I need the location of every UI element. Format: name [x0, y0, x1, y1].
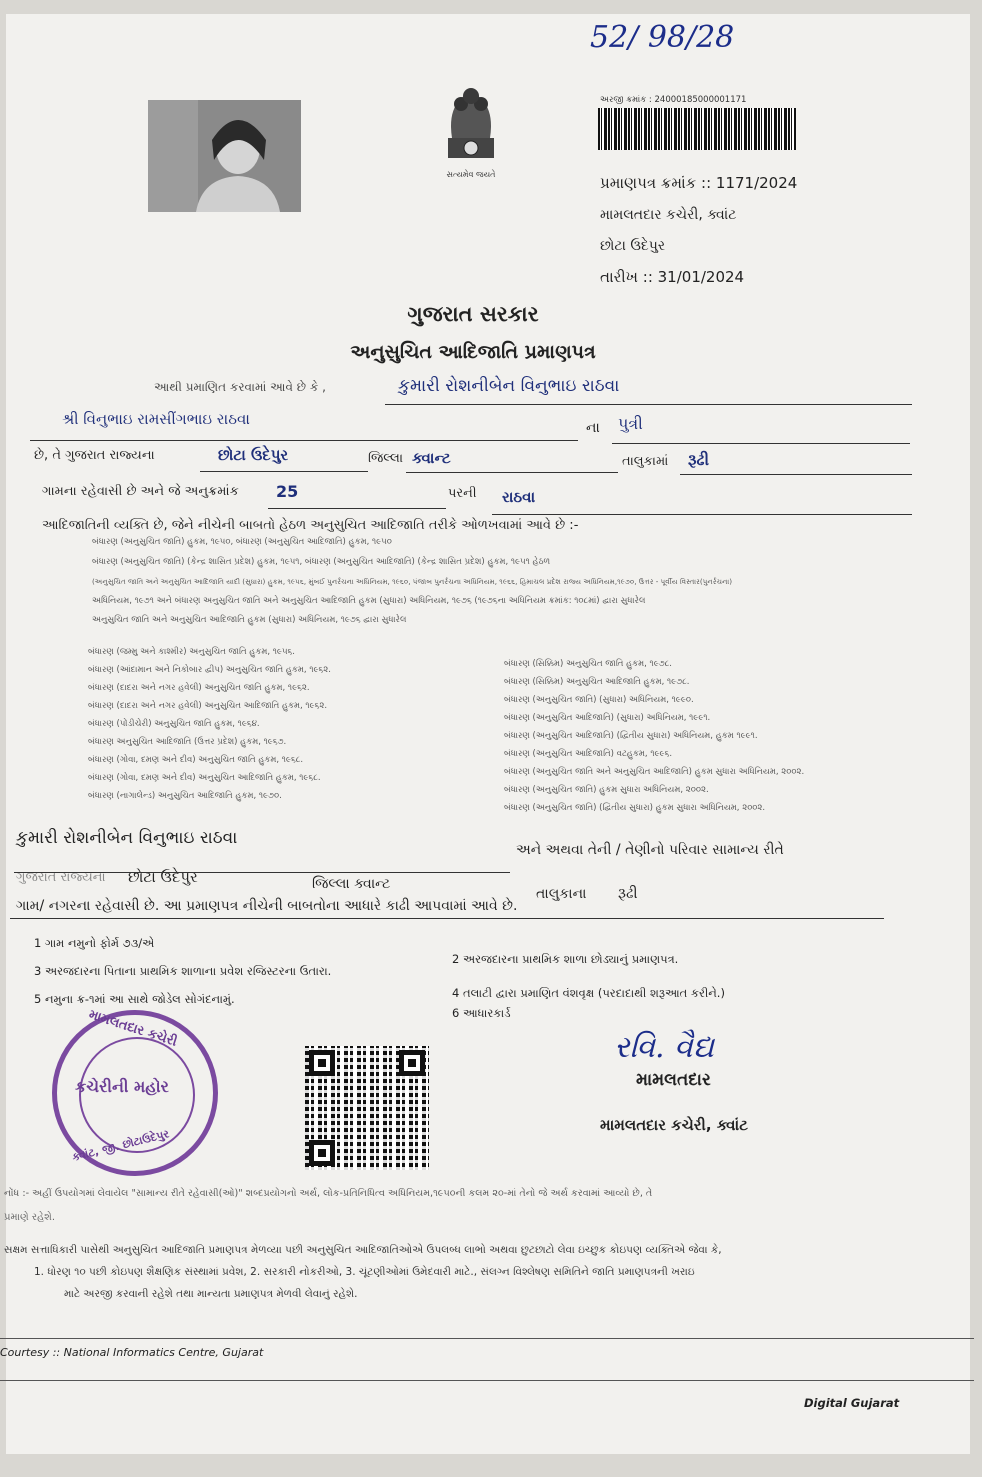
order-right: બંધારણ (અનુસુચિત જાતિ) (દ્વિતીય સુધારા) હુકમ સુધારા અધિનિયમ, ૨૦૦૨.	[504, 803, 766, 813]
note-line: માટે અરજી કરવાની રહેશે તથા માન્યતા પ્રમાણપત્ર મેળવી લેવાનું રહેશે.	[64, 1288, 358, 1300]
seal-top-text: મામલતદાર કચેરી	[86, 1007, 179, 1050]
district-label: જિલ્લા	[368, 451, 404, 466]
order-left: બંધારણ (દાદરા અને નગર હવેલી) અનુસુચિત જાતિ હુકમ, ૧૯૬૨.	[88, 683, 310, 693]
qr-code	[305, 1046, 429, 1170]
seal-bottom-text: ક્વાંટ, જી. છોટાઉદેપુર	[70, 1127, 171, 1164]
document-item: 5 નમુના ક્ર-૧માં આ સાથે જોડેલ સોગંદનામું.	[34, 992, 235, 1006]
basis-statement: ગામ/ નગરના રહેવાસી છે. આ પ્રમાણપત્ર નીચેની બાબતોના આધારે કાઢી આપવામાં આવે છે.	[16, 898, 518, 914]
emblem-motto: સત્યમેવ જયતે	[446, 170, 496, 179]
order-left: બંધારણ અનુસુચિત આદિજાતિ (ઉત્તર પ્રદેશ) હુકમ, ૧૯૬૭.	[88, 737, 287, 747]
order-left: બંધારણ (ગોવા, દમણ અને દીવ) અનુસુચિત જાતિ હુકમ, ૧૯૬૮.	[88, 755, 304, 765]
order-right: બંધારણ (અનુસુચિત આદિજાતિ) વટહુકમ, ૧૯૯૬.	[504, 749, 673, 759]
person-photo-icon	[148, 100, 301, 212]
footer-brand: Digital Gujarat	[804, 1396, 900, 1410]
certificate-number: પ્રમાણપત્ર ક્રમાંક :: 1171/2024	[600, 174, 798, 192]
government-title: ગુજરાત સરકાર	[407, 302, 539, 326]
document-item: 4 તલાટી દ્વારા પ્રમાણિત વંશવૃક્ષ (પરદાદાથી શરૂઆત કરીને.)	[452, 986, 725, 1000]
order-right: બંધારણ (સિક્કિમ) અનુસુચિત જાતિ હુકમ, ૧૯૭૮.	[504, 659, 673, 669]
emblem	[434, 82, 508, 178]
order-left: બંધારણ (નાગાલેન્ડ) અનુસુચિત આદિજાતિ હુકમ, ૧૯૭૦.	[88, 791, 282, 801]
barcode	[598, 108, 796, 150]
order-left: બંધારણ (ગોવા, દમણ અને દીવ) અનુસુચિત આદિજાતિ હુકમ, ૧૯૬૮.	[88, 773, 321, 783]
na-label: ના	[586, 420, 600, 436]
note-line: નોંધ :- અહીં ઉપયોગમાં લેવાયેલ "સામાન્ય રીતે રહેવાસી(ઓ)" શબ્દપ્રયોગનો અર્થ, લોક-પ્રતિનિધિત્વ અધિનિયમ,૧૯૫૦ની કલમ ૨૦-માં તેનો જે અર્થ કરવામાં આવ્યો છે, તે	[4, 1188, 653, 1199]
courtesy-note: Courtesy :: National Informatics Centre, Gujarat	[0, 1346, 264, 1359]
certificate-title: અનુસુચિત આદિજાતિ પ્રમાણપત્ર	[350, 341, 596, 363]
relation: પુત્રી	[618, 414, 643, 433]
father-name: શ્રી વિનુભાઇ રામસીંગભાઇ રાઠવા	[62, 410, 250, 428]
holder-name: કુમારી રોશનીબેન વિનુભાઇ રાઠવા	[398, 376, 620, 396]
document-item: 2 અરજદારના પ્રાથમિક શાળા છોડ્યાનું પ્રમાણપત્ર.	[452, 952, 679, 966]
order-right: બંધારણ (અનુસુચિત જાતિ) હુકમ સુધારા અધિનિયમ, ૨૦૦૨.	[504, 785, 709, 795]
note-line: 1. ધોરણ ૧૦ પછી કોઇપણ શૈક્ષણિક સંસ્થામાં પ્રવેશ, 2. સરકારી નોકરીઓ, 3. ચૂંટણીઓમાં ઉમેદવારી માટે., સંલગ્ન વિશ્લેષણ સમિતિને જાતિ પ્રમાણપત્રની ખરાઇ	[34, 1266, 695, 1278]
office-name: મામલતદાર કચેરી, ક્વાંટ	[600, 207, 737, 223]
order-right: બંધારણ (અનુસુચિત આદિજાતિ) (દ્વિતીય સુધારા) અધિનિયમ, હુકમ ૧૯૯૧.	[504, 731, 758, 741]
serial-number: 25	[276, 482, 299, 501]
order-line: અનુસુચિત જાતિ અને અનુસુચિત આદિજાતિ હુકમ (સુધારા) અધિનિયમ, ૧૯૭૬ દ્વારા સુધારેલ	[92, 615, 407, 625]
document-item: 1 ગામ નમુનો ફોર્મ ૭૩/એ	[34, 936, 155, 950]
par-label: પરની	[448, 486, 477, 501]
village: રૂઢી	[688, 450, 710, 469]
resident-label: ગામના રહેવાસી છે અને જે અનુક્રમાંક	[42, 484, 239, 499]
signatory-office: મામલતદાર કચેરી, ક્વાંટ	[600, 1116, 748, 1134]
signatory-title: મામલતદાર	[636, 1070, 711, 1090]
certificate-paper	[6, 14, 970, 1454]
order-right: બંધારણ (અનુસુચિત જાતિ અને અનુસુચિત આદિજાતિ) હુકમ સુધારા અધિનિયમ, ૨૦૦૨.	[504, 767, 805, 777]
application-number: અરજી ક્રમાંક : 24000185000001171	[600, 95, 747, 105]
taluka-name: ક્વાન્ટ	[412, 449, 451, 467]
order-left: બંધારણ (જમ્મુ અને કાશ્મીર) અનુસુચિત જાતિ હુકમ, ૧૯૫૬.	[88, 647, 296, 657]
holder-name-repeat: કુમારી રોશનીબેન વિનુભાઇ રાઠવા	[16, 828, 238, 848]
document-item: 3 અરજદારના પિતાના પ્રાથમિક શાળાના પ્રવેશ રજિસ્ટરના ઉતારા.	[34, 964, 332, 978]
certify-label: આથી પ્રમાણિત કરવામાં આવે છે કે ,	[154, 380, 326, 394]
office-seal	[52, 1007, 218, 1176]
office-district: છોટા ઉદેપુર	[600, 238, 666, 254]
order-line: બંધારણ (અનુસુચિત જાતિ) (કેન્દ્ર શાસિત પ્રદેશ) હુકમ, ૧૯૫૧, બંધારણ (અનુસુચિત આદિજાતિ) (કેન્દ્ર શાસિત પ્રદેશ) હુકમ, ૧૯૫૧ હેઠળ	[92, 557, 551, 567]
order-right: બંધારણ (અનુસુચિત જાતિ) (સુધારા) અધિનિયમ, ૧૯૯૦.	[504, 695, 694, 705]
ashoka-emblem-icon	[434, 82, 508, 166]
taluka-label: તાલુકામાં	[622, 454, 669, 469]
note-line: પ્રમાણે રહેશે.	[4, 1212, 56, 1223]
order-left: બંધારણ (આંદામાન અને નિકોબાર દ્વીપ) અનુસુચિત જાતિ હુકમ, ૧૯૬૨.	[88, 665, 331, 675]
order-line: (અનુસુચિત જાતિ અને અનુસુચિત આદિજાતિ યાદી (સુધારા) હુકમ, ૧૯૫૬, મુંબઈ પુનર્રચના અધિનિયમ, ૧૯૬૦, પંજાબ પુનર્રચના અધિનિયમ, ૧૯૬૬, હિમાચલ પ્રદેશ રાજ્ય અધિનિયમ,૧૯૭૦, ઉત્તર - પૂર્વીય વિસ્તાર(પુનર્રચના)	[92, 577, 733, 586]
state-label-2: ગુજરાત રાજ્યના	[16, 870, 106, 885]
order-right: બંધારણ (સિક્કિમ) અનુસુચિત આદિજાતિ હુકમ, ૧૯૭૮.	[504, 677, 690, 687]
note-line: સક્ષમ સત્તાધિકારી પાસેથી અનુસુચિત આદિજાતિ પ્રમાણપત્ર મેળવ્યા પછી અનુસુચિત આદિજાતિઓએ ઉપલબ્ધ લાભો અથવા છુટછાટો લેવા ઇચ્છુક કોઇપણ વ્યક્તિએ જેવા કે,	[4, 1244, 722, 1256]
order-left: બંધારણ (પોંડીચેરી) અનુસુચિત જાતિ હુકમ, ૧૯૬૪.	[88, 719, 260, 729]
seal-center-text: કચેરીની મહોર	[75, 1077, 169, 1096]
district-taluka-2: જિલ્લા ક્વાન્ટ	[312, 876, 391, 892]
order-line: બંધારણ (અનુસુચિત જાતિ) હુકમ, ૧૯૫૦, બંધારણ (અનુસુચિત આદિજાતિ) હુકમ, ૧૯૫૦	[92, 537, 392, 547]
order-left: બંધારણ (દાદરા અને નગર હવેલી) અનુસુચિત આદિજાતિ હુકમ, ૧૯૬૨.	[88, 701, 328, 711]
signature: રવિ. વૈદ્ય	[614, 1030, 715, 1065]
tribe: રાઠવા	[502, 488, 536, 506]
order-right: બંધારણ (અનુસુચિત આદિજાતિ) (સુધારા) અધિનિયમ, ૧૯૯૧.	[504, 713, 711, 723]
district-2: છોટા ઉદેપુર	[128, 868, 198, 886]
issue-date: તારીખ :: 31/01/2024	[600, 268, 745, 286]
document-item: 6 આધારકાર્ડ	[452, 1006, 511, 1020]
order-line: અધિનિયમ, ૧૯૭૧ અને બંધારણ અનુસુચિત જાતિ અને અનુસુચિત આદિજાતિ હુકમ (સુધારા) અધિનિયમ, ૧૯૭૬ (૧૯૭૬ના અધિનિયમ ક્રમાંક: ૧૦૮માં) દ્વારા સુધારેલ	[92, 596, 646, 606]
state-label: છે, તે ગુજરાત રાજ્યના	[34, 448, 155, 463]
village-2: રૂઢી	[618, 884, 638, 902]
handwritten-reference: 52/ 98/28	[590, 20, 735, 55]
district: છોટા ઉદેપુર	[218, 446, 289, 464]
family-label: અને અથવા તેની / તેણીનો પરિવાર સામાન્ય રીતે	[516, 842, 784, 858]
taluka-label-2: તાલુકાના	[536, 886, 587, 902]
tribe-statement: આદિજાતિની વ્યક્તિ છે, જેને નીચેની બાબતો હેઠળ અનુસુચિત આદિજાતિ તરીકે ઓળખવામાં આવે છે :-	[42, 518, 579, 533]
applicant-photo	[148, 100, 301, 212]
